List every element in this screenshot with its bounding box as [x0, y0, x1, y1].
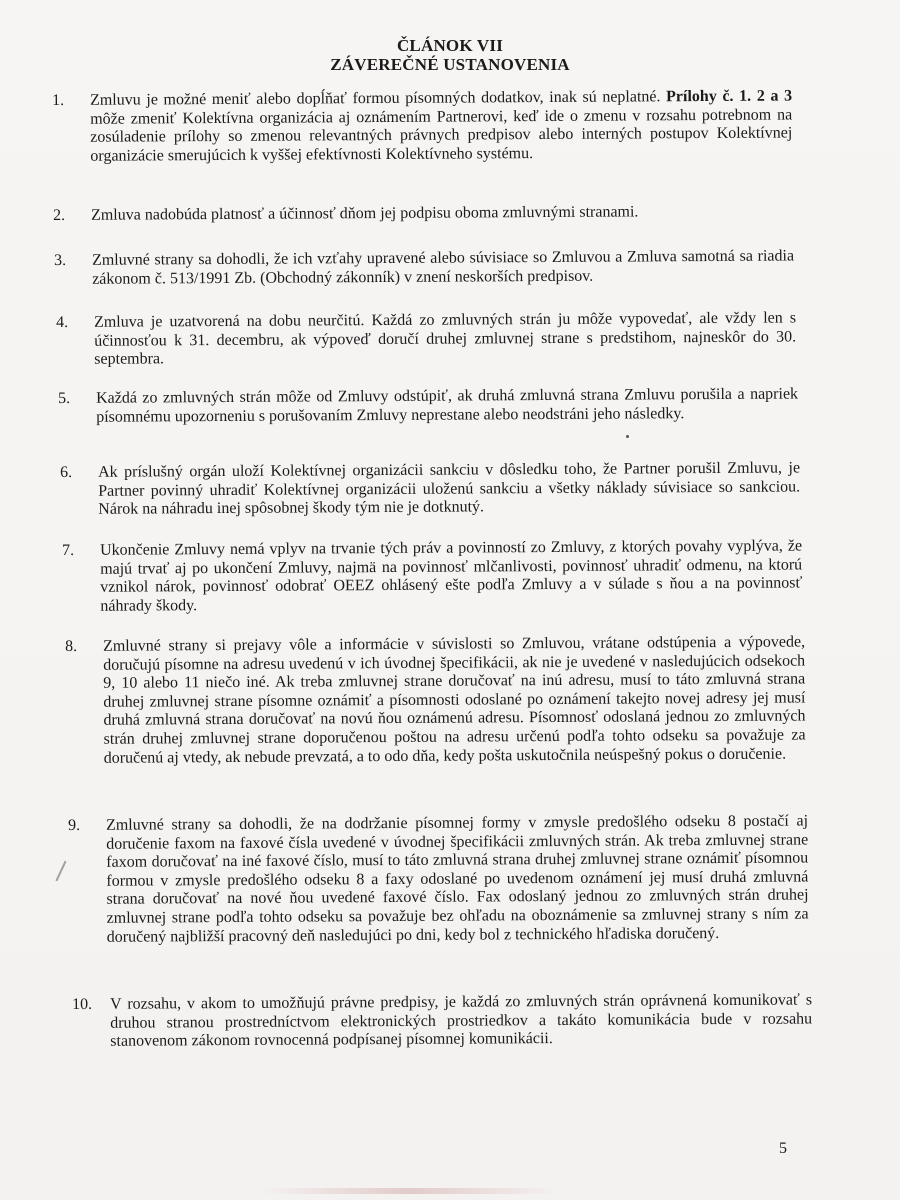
clause-text: Zmluva nadobúda platnosť a účinnosť dňom jej podpisu oboma zmluvnými stranami. [90, 203, 639, 224]
clause-text: Ak príslušný orgán uloží Kolektívnej organizácii sankciu v dôsledku toho, že Partner porušil Zmluvu, je Partner povinný uhradiť Kolektívnej organizácii uloženú sankciu a všetky náklady súvisiace so sankciou. Nárok na náhradu inej spôsobnej škody tým nie je dotknutý. [97, 459, 801, 518]
clause-number: 9. [68, 816, 81, 834]
clause-text: Zmluvné strany sa dohodli, že na dodržanie písomnej formy v zmysle predošlého odseku 8 postačí aj doručenie faxom na faxové čísla uvedené v úvodnej špecifikácii zmluvných strán. Ak treba zmluvnej strane faxom doručovať na iné faxové číslo, musí to táto zmluvná strana druhej zmluvnej strane oznámiť písomnou formou v zmysle predošlého odseku 8 a faxy odoslané po uvedenom oznámení jej musí druhá zmluvná strana doručovať na nové ňou uvedené faxové číslo. Fax odoslaný jednou zo zmluvných strán druhej zmluvnej strane podľa tohto odseku sa považuje bez ohľadu na oboznámenie sa zmluvnej strany s ním za doručený najbližší pracovný deň nasledujúci po dni, kedy bol z technického hľadiska doručený. [105, 812, 809, 946]
clause-6 [60, 459, 800, 519]
clause-number: 5. [58, 389, 71, 407]
ink-dot [626, 435, 629, 438]
clause-text: V rozsahu, v akom to umožňujú právne predpisy, je každá zo zmluvných strán oprávnená komunikovať s druhou stranou prostredníctvom elektronických prostriedkov a takáto komunikácia bude v rozsahu stanovenom zákonom rovnocenná podpísanej písomnej komunikácii. [109, 991, 813, 1050]
clause-text-part: Zmluvu je možné meniť alebo dopĺňať formou písomných dodatkov, inak sú neplatné. [89, 88, 667, 109]
clause-9 [68, 812, 809, 947]
article-title: ČLÁNOK VII [396, 36, 504, 55]
clause-text: Zmluva je uzatvorená na dobu neurčitú. Každá zo zmluvných strán ju môže vypovedať, ale vždy len s účinnosťou k 31. decembru, ak výpoveď doručí druhej zmluvnej strane s predstihom, najneskôr do 30. septembra. [93, 309, 797, 368]
clause-5 [58, 385, 798, 427]
clause-number: 10. [72, 995, 93, 1013]
pen-mark [55, 861, 66, 882]
clause-number: 4. [56, 313, 69, 331]
clause-1 [52, 87, 792, 166]
clause-10 [72, 991, 812, 1051]
page-number: 5 [779, 1140, 787, 1157]
clause-2 [53, 202, 793, 225]
clause-text [90, 87, 792, 166]
scan-edge-shadow [260, 1188, 560, 1194]
clause-number: 1. [52, 91, 65, 109]
clause-text: Každá zo zmluvných strán môže od Zmluvy odstúpiť, ak druhá zmluvná strana Zmluvu porušila a napriek písomnému upozorneniu s porušovaním Zmluvy neprestane alebo neodstráni jeho následky. [95, 385, 799, 426]
clause-number: 2. [53, 206, 66, 224]
clause-number: 3. [54, 251, 67, 269]
clause-text-part: môže zmeniť Kolektívna organizácia aj oznámením Partnerovi, keď ide o zmenu v rozsahu potrebnom na zosúladenie prílohy so zmenou relevantných právnych predpisov alebo interných postupov Kolektívnej organizácie smerujúcich k vyššej efektívnosti Kolektívneho systému. [90, 106, 793, 165]
clause-text: Ukončenie Zmluvy nemá vplyv na trvanie tých práv a povinností zo Zmluvy, z ktorých povahy vyplýva, že majú trvať aj po ukončení Zmluvy, najmä na povinnosť mlčanlivosti, povinnosť uhradiť odmenu, na ktorú vznikol nárok, povinnosť odobrať OEEZ ohlásený ešte podľa Zmluvy a v súlade s ňou a na povinnosť náhrady škody. [99, 537, 803, 615]
section-title: ZÁVEREČNÉ USTANOVENIA [330, 55, 570, 74]
clause-4 [56, 309, 796, 369]
clause-8 [65, 633, 806, 768]
clause-number: 6. [60, 463, 73, 481]
clause-3 [54, 247, 794, 289]
clause-text-bold: Prílohy č. 1. 2 a 3 [666, 87, 793, 106]
clause-text: Zmluvné strany sa dohodli, že ich vzťahy upravené alebo súvisiace so Zmluvou a Zmluva samotná sa riadia zákonom č. 513/1991 Zb. (Obchodný zákonník) v znení neskorších predpisov. [91, 247, 795, 288]
clause-number: 7. [62, 541, 75, 559]
clause-text: Zmluvné strany si prejavy vôle a informácie v súvislosti so Zmluvou, vrátane odstúpenia a výpovede, doručujú písomne na adresu uvedenú v ich úvodnej špecifikácii, ak nie je uvedené v nasledujúcich odsekoch 9, 10 alebo 11 niečo iné. Ak treba zmluvnej strane doručovať na inú adresu, musí to táto zmluvná strana druhej zmluvnej strane písomne oznámiť a písomnosti odoslané po oznámení takejto novej adresy jej musí druhá zmluvná strana doručovať na novú ňou oznámenú adresu. Písomnosť odoslaná jednou zo zmluvných strán druhej zmluvnej strane doporučenou poštou na adresu určenú podľa tohto odseku sa považuje za doručenú aj vtedy, ak nebude prevzatá, a to odo dňa, kedy pošta uskutočnila neúspešný pokus o doručenie. [102, 633, 806, 767]
clause-7 [62, 537, 802, 616]
clause-number: 8. [65, 637, 78, 655]
